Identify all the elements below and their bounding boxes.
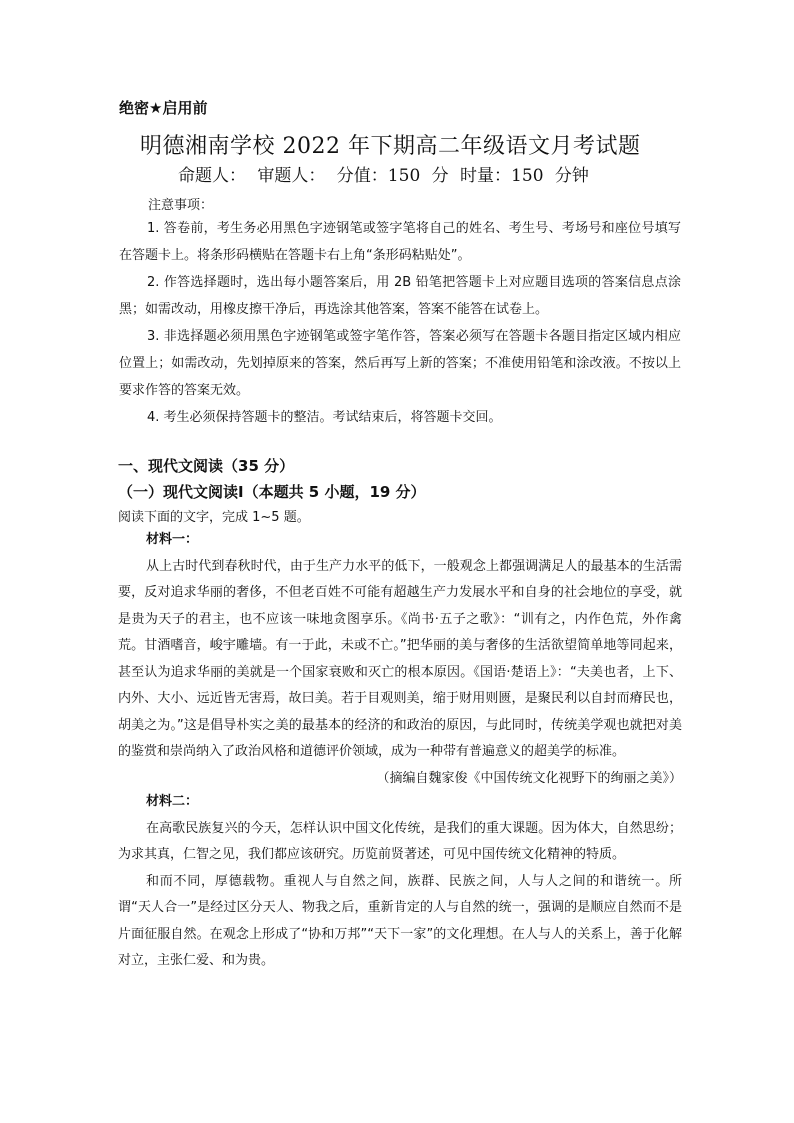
notice-item: 1. 答卷前，考生务必用黑色字迹钢笔或签字笔将自己的姓名、考生号、考场号和座位号填写在答题卡上。将条形码横贴在答题卡右上角“条形码粘贴处”。	[119, 221, 681, 263]
section-subtitle: （一）现代文阅读Ⅰ（本题共 5 小题，19 分）	[118, 483, 426, 501]
material-two-paragraph: 在高歌民族复兴的今天，怎样认识中国文化传统，是我们的重大课题。因为体大，自然思纷；为求其真，仁智之见，我们都应该研究。历览前贤著述，可见中国传统文化精神的特质。	[118, 820, 682, 862]
section-instruction: 阅读下面的文字，完成 1~5 题。	[118, 510, 310, 525]
notice-item: 2. 作答选择题时，选出每小题答案后，用 2B 铅笔把答题卡上对应题目选项的答案信息点涂黑；如需改动，用橡皮擦干净后，再选涂其他答案，答案不能答在试卷上。	[119, 275, 681, 317]
material-two-label: 材料二：	[146, 794, 199, 809]
material-one-paragraph: 从上古时代到春秋时代，由于生产力水平的低下，一般观念上都强调满足人的最基本的生活需要，反对追求华丽的奢侈，不但老百姓不可能有超越生产力发展水平和自身的社会地位的享受，就是贵为天子的君主，也不应该一味地贪图享乐。《尚书·五子之歌》：“训有之，内作色荒，外作禽荒。甘酒嗜音，峻宇雕墙。有一于此，未或不亡。”把华丽的美与奢侈的生活欲望简单地等同起来，甚至认为追求华丽的美就是一个国家衰败和灭亡的根本原因。《国语·楚语上》：“夫美也者，上下、内外、大小、远近皆无害焉，故曰美。若于目观则美，缩于财用则匮，是聚民利以自封而瘠民也，胡美之为。”这是倡导朴实之美的最基本的经济的和政治的原因，与此同时，传统美学观也就把对美的鉴赏和崇尚纳入了政治风格和道德评价领域，成为一种带有普遍意义的超美学的标准。	[118, 558, 682, 759]
material-one-label: 材料一：	[146, 532, 199, 547]
material-two	[118, 789, 682, 975]
page-title: 明德湘南学校 2022 年下期高二年级语文月考试题	[140, 134, 641, 159]
notice-heading: 注意事项：	[148, 198, 214, 213]
material-two-paragraph: 和而不同，厚德载物。重视人与自然之间，族群、民族之间，人与人之间的和谐统一。所谓“天人合一”是经过区分天人、物我之后，重新肯定的人与自然的统一，强调的是顺应自然而不是片面征服自然。在观念上形成了“协和万邦”“天下一家”的文化理想。在人与人的关系上，善于化解对立，主张仁爱、和为贵。	[118, 873, 682, 968]
material-one	[118, 527, 682, 792]
exam-meta: 命题人： 审题人： 分值：150 分 时量：150 分钟	[178, 166, 589, 186]
section-title: 一、现代文阅读（35 分）	[118, 457, 295, 475]
notice-item: 3. 非选择题必须用黑色字迹钢笔或签字笔作答，答案必须写在答题卡各题目指定区域内相应位置上；如需改动，先划掉原来的答案，然后再写上新的答案；不准使用铅笔和涂改液。不按以上要求作答的答案无效。	[119, 329, 681, 398]
notice-item: 4. 考生必须保持答题卡的整洁。考试结束后，将答题卡交回。	[147, 410, 502, 425]
material-one-source: （摘编自魏家俊《中国传统文化视野下的绚丽之美》）	[376, 770, 682, 786]
notice-list	[119, 215, 681, 431]
confidential-label: 绝密★启用前	[119, 99, 208, 117]
